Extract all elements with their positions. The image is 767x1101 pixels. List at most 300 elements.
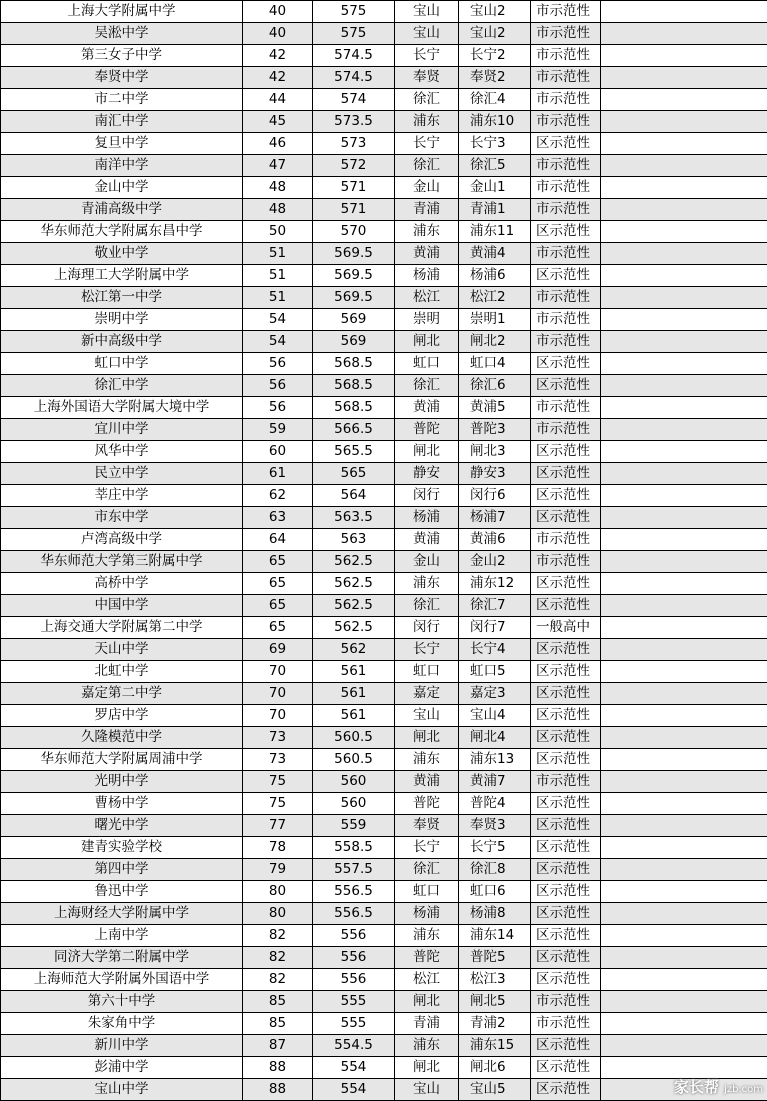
school-type-cell: 市示范性 (531, 331, 601, 353)
score-cell: 573 (313, 133, 395, 155)
school-name-cell: 莘庄中学 (1, 485, 243, 507)
score-cell: 568.5 (313, 397, 395, 419)
school-name-cell: 光明中学 (1, 771, 243, 793)
empty-cell (601, 859, 767, 881)
table-row (1, 771, 767, 793)
empty-cell (601, 243, 767, 265)
school-type-cell: 市示范性 (531, 551, 601, 573)
school-name-cell: 卢湾高级中学 (1, 529, 243, 551)
table-row (1, 573, 767, 595)
rank-cell: 70 (243, 683, 313, 705)
score-cell: 554 (313, 1057, 395, 1079)
school-type-cell: 市示范性 (531, 67, 601, 89)
watermark-sub: jzb.com (724, 1084, 763, 1095)
table-row (1, 793, 767, 815)
empty-cell (601, 815, 767, 837)
district-cell: 黄浦 (395, 397, 459, 419)
rank-cell: 51 (243, 265, 313, 287)
table-row (1, 265, 767, 287)
district-cell: 普陀 (395, 947, 459, 969)
table-row (1, 353, 767, 375)
school-name-cell: 久隆模范中学 (1, 727, 243, 749)
district-cell: 松江 (395, 969, 459, 991)
score-cell: 575 (313, 23, 395, 45)
rank-cell: 45 (243, 111, 313, 133)
district-rank-cell: 青浦2 (459, 1013, 531, 1035)
rank-cell: 40 (243, 1, 313, 23)
rank-cell: 56 (243, 375, 313, 397)
rank-cell: 59 (243, 419, 313, 441)
watermark-main: 家长帮 (673, 1078, 719, 1096)
school-name-cell: 第四中学 (1, 859, 243, 881)
district-cell: 闵行 (395, 485, 459, 507)
score-cell: 563 (313, 529, 395, 551)
rank-cell: 40 (243, 23, 313, 45)
school-name-cell: 北虹中学 (1, 661, 243, 683)
empty-cell (601, 67, 767, 89)
district-rank-cell: 浦东10 (459, 111, 531, 133)
district-rank-cell: 长宁3 (459, 133, 531, 155)
school-type-cell: 区示范性 (531, 1079, 601, 1101)
score-cell: 574.5 (313, 45, 395, 67)
score-cell: 560.5 (313, 749, 395, 771)
score-cell: 563.5 (313, 507, 395, 529)
score-cell: 556 (313, 947, 395, 969)
district-rank-cell: 徐汇6 (459, 375, 531, 397)
district-rank-cell: 嘉定3 (459, 683, 531, 705)
school-type-cell: 市示范性 (531, 771, 601, 793)
school-type-cell: 市示范性 (531, 199, 601, 221)
district-rank-cell: 徐汇4 (459, 89, 531, 111)
empty-cell (601, 947, 767, 969)
table-row (1, 133, 767, 155)
district-rank-cell: 闸北4 (459, 727, 531, 749)
empty-cell (601, 727, 767, 749)
watermark-logo (674, 1076, 763, 1097)
rank-cell: 62 (243, 485, 313, 507)
district-cell: 闸北 (395, 441, 459, 463)
school-type-cell: 市示范性 (531, 309, 601, 331)
empty-cell (601, 1013, 767, 1035)
empty-cell (601, 177, 767, 199)
table-row (1, 1, 767, 23)
district-rank-cell: 黄浦4 (459, 243, 531, 265)
empty-cell (601, 331, 767, 353)
school-name-cell: 宜川中学 (1, 419, 243, 441)
table-row (1, 287, 767, 309)
table-row (1, 397, 767, 419)
district-cell: 浦东 (395, 573, 459, 595)
school-type-cell: 市示范性 (531, 287, 601, 309)
district-rank-cell: 长宁5 (459, 837, 531, 859)
district-cell: 崇明 (395, 309, 459, 331)
district-rank-cell: 浦东12 (459, 573, 531, 595)
table-row (1, 375, 767, 397)
table-row (1, 551, 767, 573)
school-type-cell: 市示范性 (531, 23, 601, 45)
table-row (1, 485, 767, 507)
score-cell: 571 (313, 177, 395, 199)
school-type-cell: 市示范性 (531, 397, 601, 419)
district-cell: 黄浦 (395, 771, 459, 793)
school-name-cell: 市二中学 (1, 89, 243, 111)
school-name-cell: 徐汇中学 (1, 375, 243, 397)
table-row (1, 507, 767, 529)
district-cell: 徐汇 (395, 375, 459, 397)
rank-cell: 51 (243, 287, 313, 309)
rank-cell: 65 (243, 595, 313, 617)
table-row (1, 727, 767, 749)
school-name-cell: 曹杨中学 (1, 793, 243, 815)
school-type-cell: 区示范性 (531, 947, 601, 969)
school-name-cell: 崇明中学 (1, 309, 243, 331)
empty-cell (601, 639, 767, 661)
district-rank-cell: 宝山2 (459, 1, 531, 23)
table-row (1, 881, 767, 903)
district-rank-cell: 浦东15 (459, 1035, 531, 1057)
empty-cell (601, 45, 767, 67)
school-type-cell: 市示范性 (531, 89, 601, 111)
district-cell: 闵行 (395, 617, 459, 639)
district-rank-cell: 宝山2 (459, 23, 531, 45)
rank-cell: 54 (243, 309, 313, 331)
school-type-cell: 市示范性 (531, 529, 601, 551)
school-name-cell: 罗店中学 (1, 705, 243, 727)
table-row (1, 639, 767, 661)
district-rank-cell: 徐汇8 (459, 859, 531, 881)
school-type-cell: 市示范性 (531, 177, 601, 199)
empty-cell (601, 397, 767, 419)
score-cell: 560.5 (313, 727, 395, 749)
score-cell: 556 (313, 925, 395, 947)
empty-cell (601, 573, 767, 595)
score-cell: 556 (313, 969, 395, 991)
district-cell: 普陀 (395, 793, 459, 815)
score-cell: 558.5 (313, 837, 395, 859)
school-type-cell: 市示范性 (531, 243, 601, 265)
table-row (1, 705, 767, 727)
rank-cell: 70 (243, 661, 313, 683)
rank-cell: 56 (243, 353, 313, 375)
district-rank-cell: 长宁4 (459, 639, 531, 661)
rank-cell: 75 (243, 793, 313, 815)
rank-cell: 69 (243, 639, 313, 661)
school-name-cell: 上南中学 (1, 925, 243, 947)
school-type-cell: 区示范性 (531, 375, 601, 397)
score-cell: 573.5 (313, 111, 395, 133)
district-rank-cell: 奉贤3 (459, 815, 531, 837)
school-type-cell: 区示范性 (531, 969, 601, 991)
empty-cell (601, 441, 767, 463)
district-cell: 青浦 (395, 1013, 459, 1035)
table-row (1, 683, 767, 705)
district-rank-cell: 崇明1 (459, 309, 531, 331)
empty-cell (601, 353, 767, 375)
district-rank-cell: 浦东11 (459, 221, 531, 243)
district-cell: 金山 (395, 551, 459, 573)
score-cell: 565 (313, 463, 395, 485)
district-rank-cell: 松江3 (459, 969, 531, 991)
district-cell: 闸北 (395, 727, 459, 749)
rank-cell: 63 (243, 507, 313, 529)
table-row (1, 1035, 767, 1057)
score-cell: 569.5 (313, 243, 395, 265)
score-cell: 569 (313, 309, 395, 331)
table-row (1, 947, 767, 969)
table-row (1, 595, 767, 617)
district-rank-cell: 黄浦5 (459, 397, 531, 419)
district-cell: 静安 (395, 463, 459, 485)
empty-cell (601, 463, 767, 485)
district-cell: 宝山 (395, 1079, 459, 1101)
rank-cell: 64 (243, 529, 313, 551)
empty-cell (601, 529, 767, 551)
rank-cell: 65 (243, 551, 313, 573)
rank-cell: 65 (243, 573, 313, 595)
district-rank-cell: 虹口5 (459, 661, 531, 683)
score-cell: 562.5 (313, 551, 395, 573)
district-cell: 浦东 (395, 111, 459, 133)
district-rank-cell: 普陀4 (459, 793, 531, 815)
district-cell: 松江 (395, 287, 459, 309)
score-cell: 571 (313, 199, 395, 221)
school-name-cell: 高桥中学 (1, 573, 243, 595)
rank-cell: 85 (243, 1013, 313, 1035)
school-name-cell: 上海大学附属中学 (1, 1, 243, 23)
school-name-cell: 朱家角中学 (1, 1013, 243, 1035)
rank-cell: 61 (243, 463, 313, 485)
empty-cell (601, 595, 767, 617)
empty-cell (601, 111, 767, 133)
empty-cell (601, 903, 767, 925)
rank-cell: 44 (243, 89, 313, 111)
table-row (1, 45, 767, 67)
school-name-cell: 中国中学 (1, 595, 243, 617)
empty-cell (601, 485, 767, 507)
district-cell: 闸北 (395, 1057, 459, 1079)
district-rank-cell: 长宁2 (459, 45, 531, 67)
empty-cell (601, 837, 767, 859)
rank-cell: 48 (243, 177, 313, 199)
school-name-cell: 上海外国语大学附属大境中学 (1, 397, 243, 419)
district-cell: 金山 (395, 177, 459, 199)
district-rank-cell: 闸北3 (459, 441, 531, 463)
rank-cell: 80 (243, 881, 313, 903)
score-cell: 561 (313, 705, 395, 727)
school-type-cell: 区示范性 (531, 705, 601, 727)
school-name-cell: 鲁迅中学 (1, 881, 243, 903)
school-name-cell: 南洋中学 (1, 155, 243, 177)
district-cell: 青浦 (395, 199, 459, 221)
school-name-cell: 敬业中学 (1, 243, 243, 265)
school-name-cell: 第六十中学 (1, 991, 243, 1013)
rank-cell: 77 (243, 815, 313, 837)
empty-cell (601, 199, 767, 221)
rank-cell: 88 (243, 1079, 313, 1101)
score-cell: 562 (313, 639, 395, 661)
score-cell: 565.5 (313, 441, 395, 463)
school-type-cell: 区示范性 (531, 221, 601, 243)
table-row (1, 221, 767, 243)
table-row (1, 925, 767, 947)
table-row (1, 67, 767, 89)
rank-cell: 78 (243, 837, 313, 859)
school-type-cell: 区示范性 (531, 507, 601, 529)
empty-cell (601, 309, 767, 331)
school-name-cell: 上海师范大学附属外国语中学 (1, 969, 243, 991)
score-cell: 572 (313, 155, 395, 177)
rank-cell: 46 (243, 133, 313, 155)
table-row (1, 749, 767, 771)
district-cell: 长宁 (395, 639, 459, 661)
school-name-cell: 天山中学 (1, 639, 243, 661)
score-cell: 560 (313, 771, 395, 793)
district-cell: 长宁 (395, 133, 459, 155)
school-type-cell: 区示范性 (531, 661, 601, 683)
district-cell: 普陀 (395, 419, 459, 441)
rank-cell: 73 (243, 727, 313, 749)
school-name-cell: 金山中学 (1, 177, 243, 199)
table-row (1, 529, 767, 551)
empty-cell (601, 133, 767, 155)
school-type-cell: 区示范性 (531, 639, 601, 661)
rank-cell: 87 (243, 1035, 313, 1057)
empty-cell (601, 375, 767, 397)
district-cell: 宝山 (395, 23, 459, 45)
school-type-cell: 区示范性 (531, 463, 601, 485)
table-row (1, 1013, 767, 1035)
district-cell: 虹口 (395, 353, 459, 375)
school-name-cell: 吴淞中学 (1, 23, 243, 45)
district-rank-cell: 杨浦8 (459, 903, 531, 925)
rank-cell: 73 (243, 749, 313, 771)
district-rank-cell: 宝山5 (459, 1079, 531, 1101)
rank-cell: 75 (243, 771, 313, 793)
table-body (1, 1, 767, 1101)
district-rank-cell: 杨浦6 (459, 265, 531, 287)
district-cell: 长宁 (395, 45, 459, 67)
school-name-cell: 奉贤中学 (1, 67, 243, 89)
rank-cell: 80 (243, 903, 313, 925)
school-type-cell: 市示范性 (531, 419, 601, 441)
empty-cell (601, 221, 767, 243)
school-type-cell: 市示范性 (531, 111, 601, 133)
school-name-cell: 风华中学 (1, 441, 243, 463)
table-row (1, 837, 767, 859)
score-cell: 569.5 (313, 287, 395, 309)
table-row (1, 903, 767, 925)
district-rank-cell: 金山2 (459, 551, 531, 573)
district-cell: 奉贤 (395, 815, 459, 837)
district-cell: 杨浦 (395, 507, 459, 529)
district-rank-cell: 闸北2 (459, 331, 531, 353)
district-cell: 徐汇 (395, 89, 459, 111)
empty-cell (601, 617, 767, 639)
district-rank-cell: 松江2 (459, 287, 531, 309)
school-type-cell: 区示范性 (531, 595, 601, 617)
empty-cell (601, 551, 767, 573)
school-name-cell: 上海财经大学附属中学 (1, 903, 243, 925)
empty-cell (601, 419, 767, 441)
rank-cell: 85 (243, 991, 313, 1013)
district-cell: 闸北 (395, 331, 459, 353)
district-cell: 宝山 (395, 1, 459, 23)
empty-cell (601, 661, 767, 683)
table-row (1, 815, 767, 837)
score-cell: 555 (313, 991, 395, 1013)
empty-cell (601, 705, 767, 727)
empty-cell (601, 1035, 767, 1057)
score-cell: 561 (313, 683, 395, 705)
school-type-cell: 区示范性 (531, 441, 601, 463)
district-cell: 闸北 (395, 991, 459, 1013)
school-name-cell: 复旦中学 (1, 133, 243, 155)
score-cell: 556.5 (313, 903, 395, 925)
district-rank-cell: 黄浦6 (459, 529, 531, 551)
score-cell: 569 (313, 331, 395, 353)
district-rank-cell: 闸北6 (459, 1057, 531, 1079)
empty-cell (601, 23, 767, 45)
district-cell: 杨浦 (395, 903, 459, 925)
empty-cell (601, 155, 767, 177)
district-rank-cell: 杨浦7 (459, 507, 531, 529)
score-cell: 569.5 (313, 265, 395, 287)
school-name-cell: 华东师范大学附属东昌中学 (1, 221, 243, 243)
district-rank-cell: 浦东13 (459, 749, 531, 771)
district-cell: 黄浦 (395, 529, 459, 551)
district-rank-cell: 青浦1 (459, 199, 531, 221)
rank-cell: 50 (243, 221, 313, 243)
district-cell: 徐汇 (395, 595, 459, 617)
empty-cell (601, 265, 767, 287)
school-type-cell: 区示范性 (531, 133, 601, 155)
school-name-cell: 上海理工大学附属中学 (1, 265, 243, 287)
district-rank-cell: 静安3 (459, 463, 531, 485)
rank-cell: 47 (243, 155, 313, 177)
district-rank-cell: 虹口4 (459, 353, 531, 375)
score-cell: 568.5 (313, 353, 395, 375)
school-name-cell: 曙光中学 (1, 815, 243, 837)
rank-cell: 51 (243, 243, 313, 265)
district-rank-cell: 闸北5 (459, 991, 531, 1013)
district-cell: 徐汇 (395, 859, 459, 881)
score-cell: 555 (313, 1013, 395, 1035)
table-row (1, 155, 767, 177)
school-name-cell: 华东师范大学第三附属中学 (1, 551, 243, 573)
school-type-cell: 区示范性 (531, 485, 601, 507)
table-row (1, 969, 767, 991)
school-type-cell: 市示范性 (531, 155, 601, 177)
district-rank-cell: 闵行6 (459, 485, 531, 507)
district-cell: 黄浦 (395, 243, 459, 265)
district-cell: 浦东 (395, 925, 459, 947)
school-type-cell: 区示范性 (531, 881, 601, 903)
district-rank-cell: 黄浦7 (459, 771, 531, 793)
rank-cell: 60 (243, 441, 313, 463)
school-type-cell: 区示范性 (531, 859, 601, 881)
rank-cell: 88 (243, 1057, 313, 1079)
score-cell: 556.5 (313, 881, 395, 903)
table-row (1, 89, 767, 111)
empty-cell (601, 683, 767, 705)
score-cell: 554 (313, 1079, 395, 1101)
table-row (1, 309, 767, 331)
table-row (1, 243, 767, 265)
district-rank-cell: 徐汇5 (459, 155, 531, 177)
district-cell: 徐汇 (395, 155, 459, 177)
table-row (1, 199, 767, 221)
district-cell: 奉贤 (395, 67, 459, 89)
